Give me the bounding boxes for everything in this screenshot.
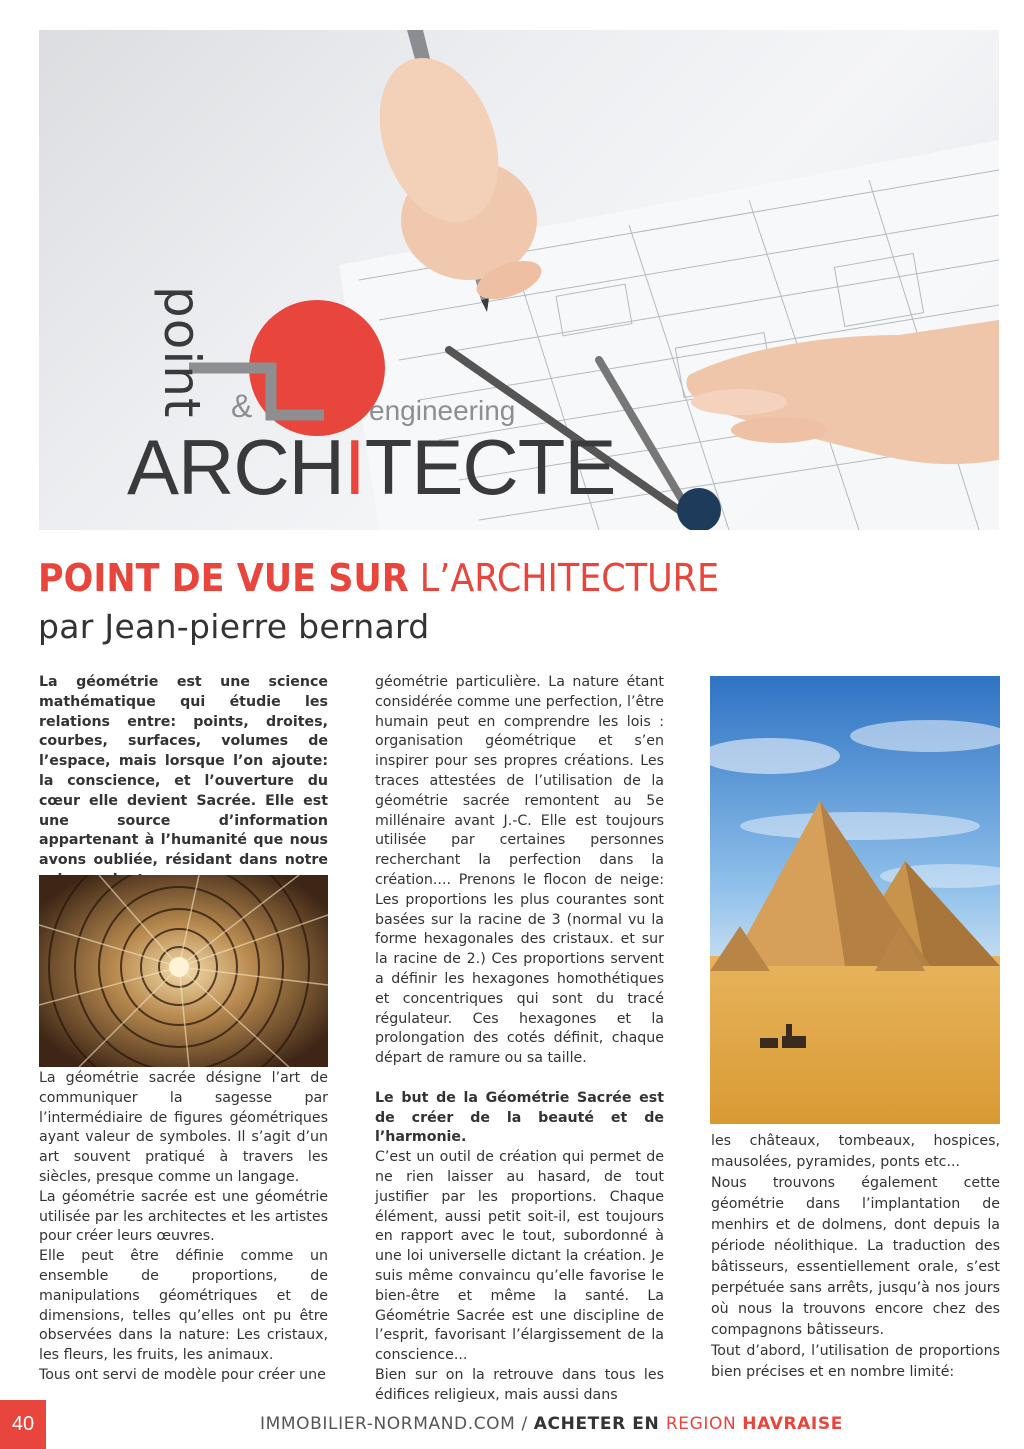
logo-architecte bbox=[127, 423, 616, 511]
paragraph: géométrie particulière. La nature étant considérée comme une perfection, l’être humain peut en comprendre les lois : organisation géométrique et s’en inspirer pour ses propres créations. Les traces attestées de l’utilisation de la géométrie sacrée remontent au 5e millénaire avant J.-C. Elle est toujours utilisée par certaines personnes recherchant la perfection dans la création.... Prenons le flocon de neige: Les proportions les plus courantes sont basées sur la racine de 3 (normal vu la forme hexagonales des cristaux. et sur la racine de 2.) Ces proportions servent a définir les hexagones homothétiques et concentriques qui sont du tracé régulateur. Ces hexagones et la prolongation des cotés définit, chaque départ de ramure ou sa taille. bbox=[375, 674, 664, 1067]
paragraph: Tout d’abord, l’utilisation de proportions bien précises et en nombre limité: bbox=[711, 1343, 1000, 1380]
logo-architecte-i: I bbox=[344, 423, 365, 511]
paragraph: Nous trouvons également cette géométrie dans l’implantation de menhirs et de dolmens, dont depuis la période néolithique. La traduction des bâtisseurs, essentiellement orale, s’est perpétuée sans arrêts, jusqu’à nos jours où nous la trouvons encore chez des compagnons bâtisseurs. bbox=[711, 1175, 1000, 1338]
column-2 bbox=[375, 673, 664, 1405]
paragraph: Elle peut être définie comme un ensemble de proportions, de manipulations géométriques et de dimensions, telles qu’elles ont pu être observées dans la nature: Les cristaux, les fleurs, les fruits, les animaux. bbox=[39, 1248, 328, 1364]
column-3 bbox=[711, 1131, 1000, 1383]
footer-site: IMMOBILIER-NORMAND.COM bbox=[260, 1414, 516, 1434]
hero-image bbox=[39, 30, 999, 530]
lead-paragraph: Le but de la Géométrie Sacrée est de créer de la beauté et de l’harmonie. bbox=[375, 1089, 664, 1146]
logo-architecte-a: ARCH bbox=[127, 423, 345, 511]
article-title-bold: POINT DE VUE SUR bbox=[38, 556, 409, 600]
paragraph: Tous ont servi de modèle pour créer une bbox=[39, 1366, 326, 1383]
paragraph: La géométrie sacrée désigne l’art de communiquer la sagesse par l’intermédiaire de figures géométriques ayant valeur de symboles. Il s’agit d’un art souvent pratiqué à travers les siècles, presque comme un langage. bbox=[39, 1070, 328, 1185]
paragraph: La géométrie sacrée est une géométrie utilisée par les architectes et les artistes pour créer leurs œuvres. bbox=[39, 1188, 328, 1245]
paragraph: C’est un outil de création qui permet de ne rien laisser au hasard, de tout justifier par les proportions. Chaque élément, aussi petit soit-il, est toujours en rapport avec le tout, subordonné à une loi universelle dictant la création. Je suis même convaincu qu’elle favorise le bien-être et même la santé. La Géométrie Sacrée est une discipline de l’esprit, favorisant l’élargissement de la conscience... bbox=[375, 1149, 664, 1364]
pyramids-photo bbox=[710, 676, 1000, 1124]
article-title-light: L’ARCHITECTURE bbox=[408, 556, 720, 600]
paragraph: les châteaux, tombeaux, hospices, mausolées, pyramides, ponts etc... bbox=[711, 1133, 1000, 1170]
footer-region: REGION bbox=[665, 1414, 743, 1434]
logo-architecte-b: TECTE bbox=[364, 423, 616, 511]
column-1-body bbox=[39, 1069, 328, 1386]
logo-engineering: engineering bbox=[369, 395, 516, 426]
spiral-staircase-photo bbox=[39, 875, 328, 1067]
article-title bbox=[38, 558, 719, 600]
paragraph: Bien sur on la retrouve dans tous les édifices religieux, mais aussi dans bbox=[375, 1366, 664, 1403]
footer-separator: / bbox=[515, 1414, 534, 1434]
column-1-lead bbox=[39, 673, 328, 891]
footer-havraise: HAVRAISE bbox=[742, 1414, 843, 1434]
page-number: 40 bbox=[0, 1400, 46, 1449]
lead-paragraph: La géométrie est une science mathématique qui étudie les relations entre: points, droites, courbes, surfaces, volumes de l’espace, mais lorsque l’on ajoute: la conscience, et l’ouverture du cœur elle devient Sacrée. Elle est une source d’information appartenant à l’humanité que nous avons oubliée, résidant dans notre bbox=[39, 674, 328, 869]
footer bbox=[260, 1414, 843, 1434]
article-byline: par Jean-pierre bernard bbox=[38, 607, 430, 646]
footer-buy: ACHETER EN bbox=[533, 1414, 666, 1434]
logo-ampersand: & bbox=[231, 388, 253, 424]
logo-point: point bbox=[153, 286, 211, 419]
